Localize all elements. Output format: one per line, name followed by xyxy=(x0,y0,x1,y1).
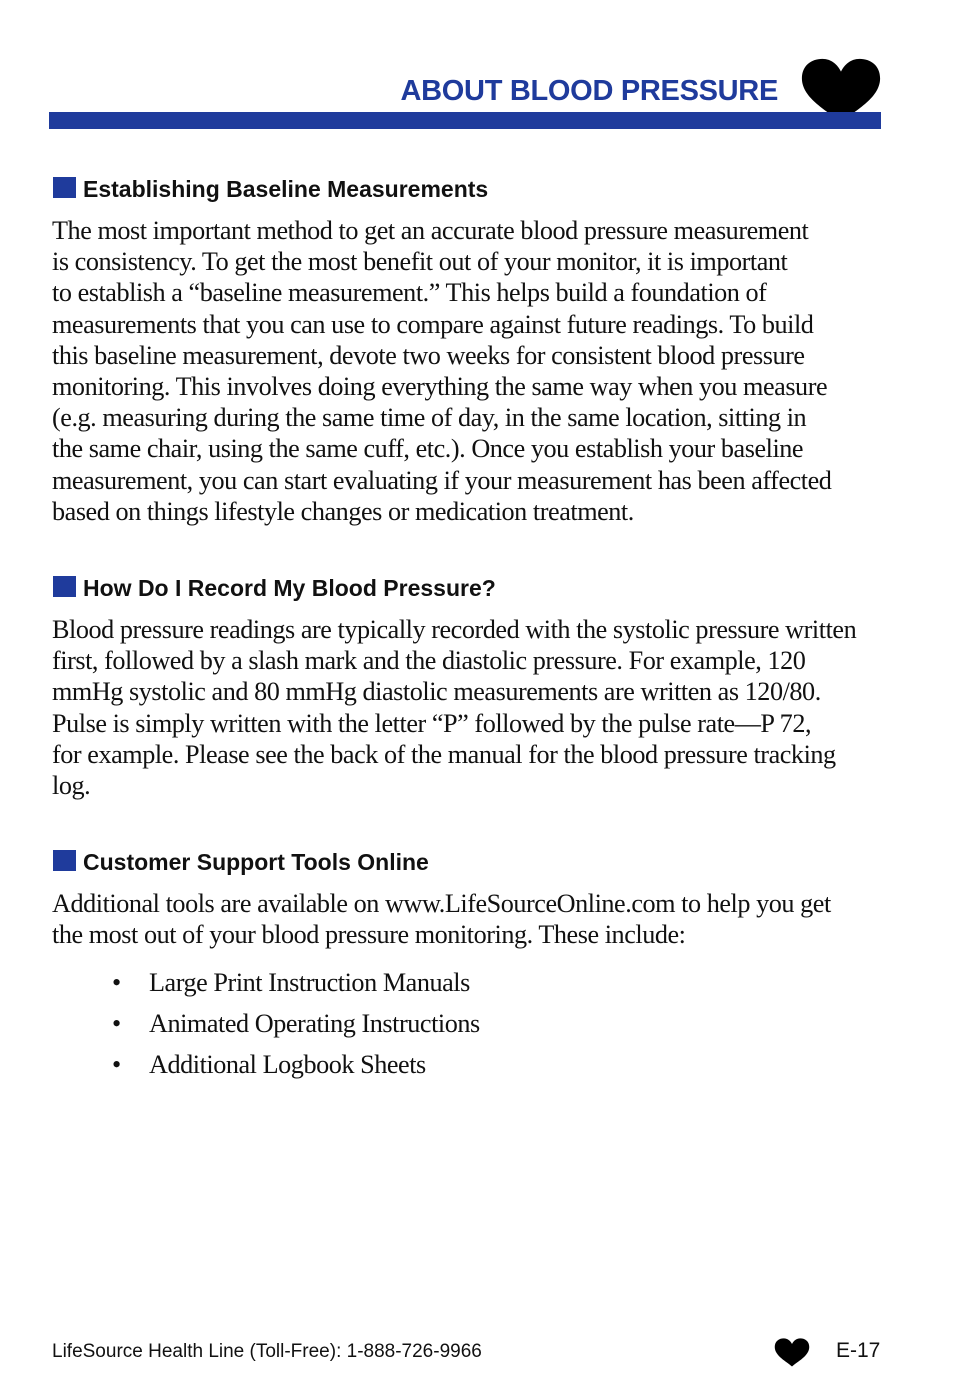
list-item: • Animated Operating Instructions xyxy=(112,1003,812,1044)
section-body-baseline: The most important method to get an accurate blood pressure measurement is consistency. To get the most benefit out of your monitor, it is important to establish a “baseline measurement.” This helps build a foundation of measurements that you can use to compare against future readings. To build this baseline measurement, devote two weeks for consistent blood pressure monitoring. This involves doing everything the same way when you measure (e.g. measuring during the same time of day, in the same location, sitting in the same chair, using the same cuff, etc.). Once you establish your baseline measurement, you can start evaluating if your measurement has been affected based on things lifestyle changes or medication treatment. xyxy=(52,216,832,526)
square-bullet-icon xyxy=(53,177,76,198)
section-heading-support: Customer Support Tools Online xyxy=(53,847,429,877)
section-heading-baseline: Establishing Baseline Measurements xyxy=(53,174,488,204)
page-title: ABOUT BLOOD PRESSURE xyxy=(400,75,778,107)
bullet-dot: • xyxy=(112,1009,121,1038)
section-body-support: Additional tools are available on www.LifeSourceOnline.com to help you get the most out of your blood pressure monitoring. These include: xyxy=(52,889,831,950)
list-item: • Additional Logbook Sheets xyxy=(112,1044,812,1085)
bullet-dot: • xyxy=(112,968,121,997)
section-body-record: Blood pressure readings are typically recorded with the systolic pressure written first, followed by a slash mark and the diastolic pressure. For example, 120 mmHg systolic and 80 mmHg diastolic measurements are written as 120/80. Pulse is simply written with the letter “P” followed by the pulse rate—P 72, for example. Please see the back of the manual for the blood pressure tracking log. xyxy=(52,615,857,800)
square-bullet-icon xyxy=(53,576,76,597)
support-tools-list xyxy=(112,962,812,1085)
health-line-text: LifeSource Health Line (Toll-Free): 1-888-726-9966 xyxy=(52,1341,482,1362)
section-heading-record: How Do I Record My Blood Pressure? xyxy=(53,573,496,603)
heart-icon xyxy=(772,1338,812,1368)
bullet-dot: • xyxy=(112,1050,121,1079)
square-bullet-icon xyxy=(53,850,76,871)
page-number: E-17 xyxy=(836,1339,881,1362)
list-item: • Large Print Instruction Manuals xyxy=(112,962,812,1003)
header-rule xyxy=(49,112,881,129)
